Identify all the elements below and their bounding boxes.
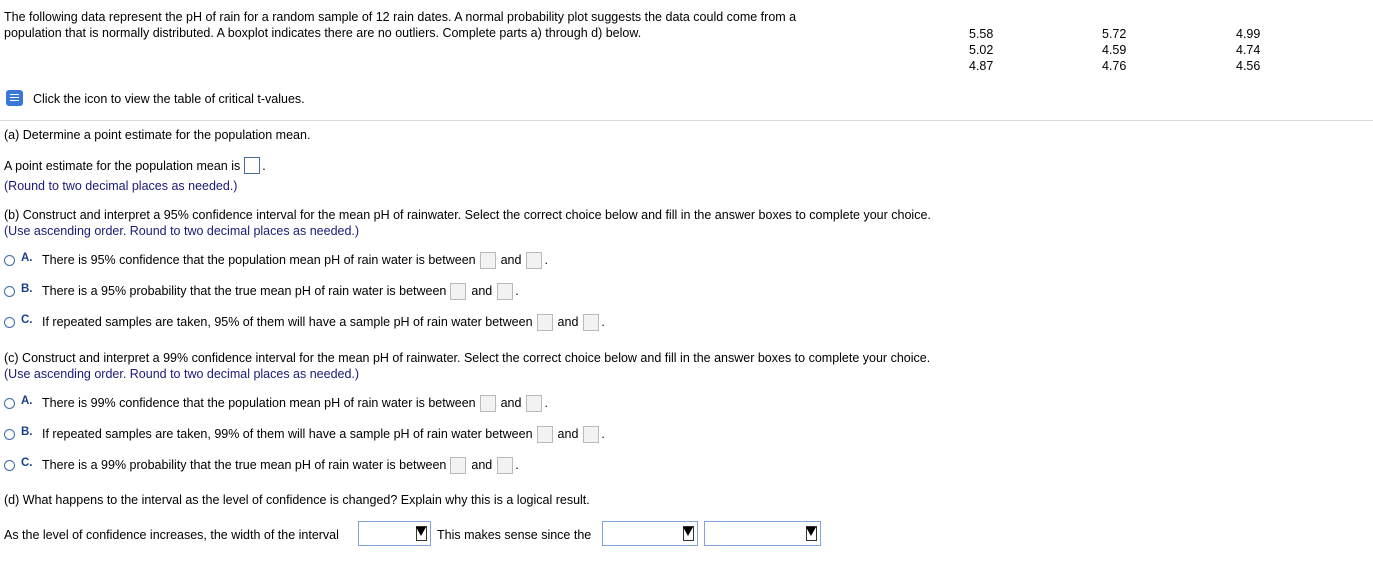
choice-letter: B. — [21, 426, 33, 438]
choice-text: There is a 99% probability that the true mean pH of rain water is between — [42, 458, 447, 472]
data-value: 5.02 — [969, 43, 994, 57]
upper-bound-input[interactable] — [583, 314, 599, 331]
data-value: 4.74 — [1236, 43, 1261, 57]
radio-button[interactable] — [4, 286, 15, 297]
period: . — [262, 158, 266, 173]
table-icon[interactable] — [6, 90, 23, 106]
upper-bound-input[interactable] — [526, 252, 542, 269]
part-c-choice-b[interactable] — [4, 423, 605, 445]
and-label: and — [500, 253, 522, 267]
upper-bound-input[interactable] — [583, 426, 599, 443]
part-b-choice-c[interactable] — [4, 311, 605, 333]
interval-width-dropdown[interactable] — [358, 521, 431, 546]
choice-letter: A. — [21, 395, 33, 407]
choice-text: If repeated samples are taken, 99% of them will have a sample pH of rain water between — [42, 427, 533, 441]
choice-letter: B. — [21, 283, 33, 295]
radio-button[interactable] — [4, 460, 15, 471]
lower-bound-input[interactable] — [537, 314, 553, 331]
upper-bound-input[interactable] — [497, 283, 513, 300]
period: . — [515, 284, 519, 298]
and-label: and — [500, 396, 522, 410]
radio-button[interactable] — [4, 255, 15, 266]
data-column-3 — [1236, 26, 1296, 74]
reason-dropdown-2[interactable] — [704, 521, 821, 546]
choice-letter: C. — [21, 457, 33, 469]
period: . — [544, 396, 548, 410]
critical-values-link-text: Click the icon to view the table of critical t-values. — [33, 92, 305, 106]
data-value: 4.87 — [969, 59, 994, 73]
and-label: and — [471, 458, 493, 472]
period: . — [601, 427, 605, 441]
period: . — [544, 253, 548, 267]
radio-button[interactable] — [4, 317, 15, 328]
data-value: 4.59 — [1102, 43, 1127, 57]
part-a-row — [4, 157, 266, 174]
dropdown-arrow-icon — [806, 527, 816, 536]
choice-letter: A. — [21, 252, 33, 264]
data-value: 5.72 — [1102, 27, 1127, 41]
part-c-choice-c[interactable] — [4, 454, 519, 476]
part-c-heading: (c) Construct and interpret a 99% confidence interval for the mean pH of rainwater. Select the correct choice below and fill in the answer boxes to complete your choice. — [4, 351, 931, 365]
radio-button[interactable] — [4, 398, 15, 409]
data-value: 4.76 — [1102, 59, 1127, 73]
data-value: 5.58 — [969, 27, 994, 41]
data-column-2 — [1102, 26, 1162, 74]
part-a-note: (Round to two decimal places as needed.) — [4, 179, 238, 193]
divider — [0, 120, 1373, 121]
dropdown-arrow-icon — [683, 527, 693, 536]
part-c-choice-a[interactable] — [4, 392, 548, 414]
upper-bound-input[interactable] — [497, 457, 513, 474]
part-b-note: (Use ascending order. Round to two decimal places as needed.) — [4, 224, 360, 238]
part-d-middle-text: This makes sense since the — [437, 528, 592, 542]
dropdown-arrow-icon — [416, 527, 426, 536]
problem-intro: The following data represent the pH of rain for a random sample of 12 rain dates. A normal probability plot suggests the data could come from a population that is normally distributed. A boxplot indicates there are no outliers. Complete parts a) through d) below. — [4, 10, 797, 40]
part-b-choice-b[interactable] — [4, 280, 519, 302]
lower-bound-input[interactable] — [537, 426, 553, 443]
period: . — [515, 458, 519, 472]
reason-dropdown-1[interactable] — [602, 521, 698, 546]
data-value: 4.56 — [1236, 59, 1261, 73]
part-d-heading: (d) What happens to the interval as the level of confidence is changed? Explain why this is a logical result. — [4, 493, 590, 507]
choice-text: If repeated samples are taken, 95% of them will have a sample pH of rain water between — [42, 315, 533, 329]
point-estimate-input[interactable] — [244, 157, 260, 174]
part-b-heading: (b) Construct and interpret a 95% confidence interval for the mean pH of rainwater. Select the correct choice below and fill in the answer boxes to complete your choice. — [4, 208, 931, 222]
part-a-heading: (a) Determine a point estimate for the population mean. — [4, 128, 311, 142]
and-label: and — [557, 427, 579, 441]
choice-text: There is 95% confidence that the population mean pH of rain water is between — [42, 253, 476, 267]
upper-bound-input[interactable] — [526, 395, 542, 412]
lower-bound-input[interactable] — [450, 283, 466, 300]
part-a-prompt: A point estimate for the population mean is — [4, 158, 241, 173]
lower-bound-input[interactable] — [450, 457, 466, 474]
part-b-choice-a[interactable] — [4, 249, 548, 271]
choice-text: There is 99% confidence that the population mean pH of rain water is between — [42, 396, 476, 410]
period: . — [601, 315, 605, 329]
and-label: and — [471, 284, 493, 298]
lower-bound-input[interactable] — [480, 395, 496, 412]
lower-bound-input[interactable] — [480, 252, 496, 269]
part-d-prompt: As the level of confidence increases, the width of the interval — [4, 528, 339, 542]
radio-button[interactable] — [4, 429, 15, 440]
and-label: and — [557, 315, 579, 329]
data-value: 4.99 — [1236, 27, 1261, 41]
choice-letter: C. — [21, 314, 33, 326]
data-column-1 — [969, 26, 1029, 74]
part-c-note: (Use ascending order. Round to two decimal places as needed.) — [4, 367, 360, 381]
choice-text: There is a 95% probability that the true mean pH of rain water is between — [42, 284, 447, 298]
